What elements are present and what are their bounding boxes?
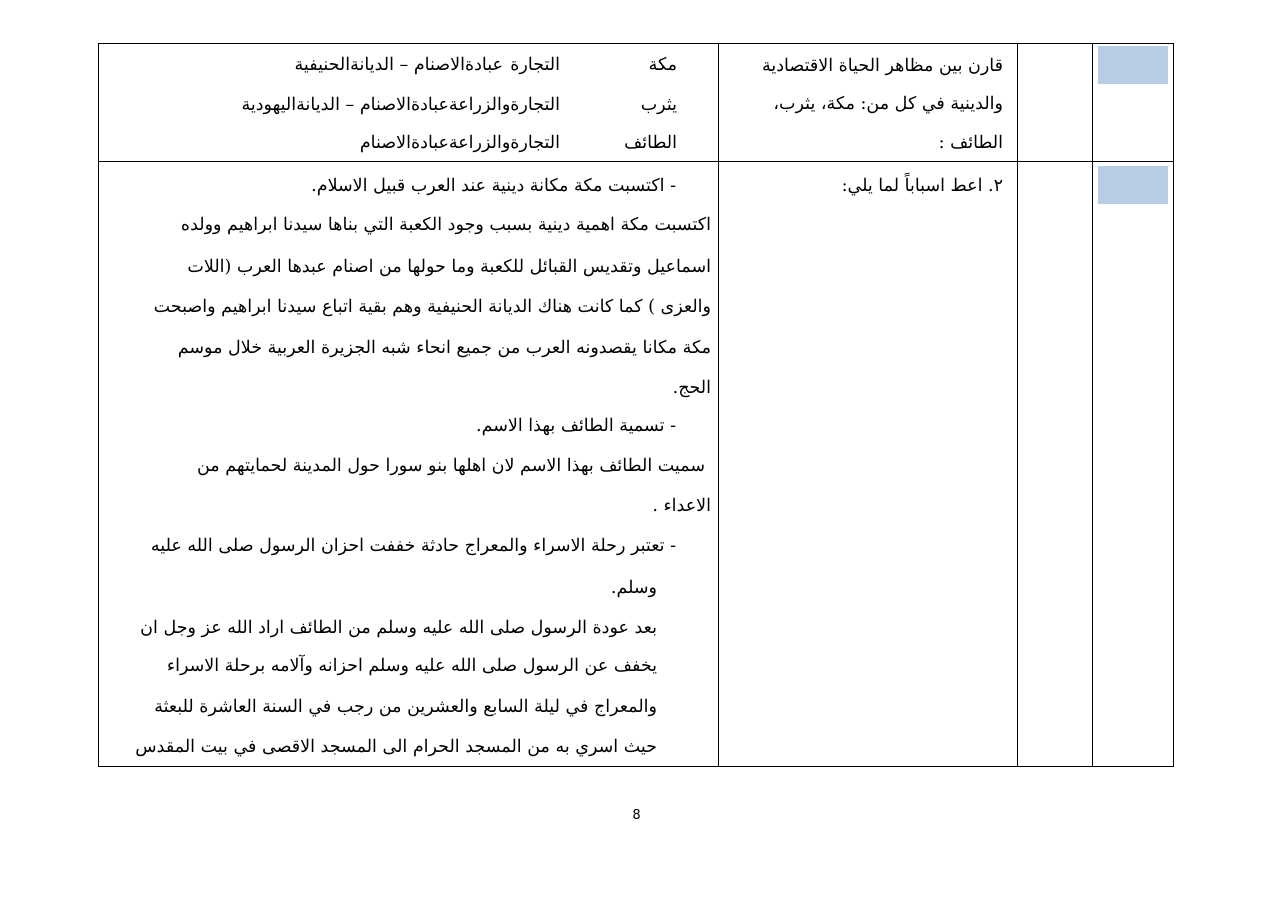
shaded-cell-row-2 [1098, 166, 1168, 204]
answer-line: اسماعيل وتقديس القبائل للكعبة وما حولها من اصنام عبدها العرب (اللات [187, 257, 711, 277]
page-number: 8 [632, 808, 641, 823]
answer-line: يخفف عن الرسول صلى الله عليه وسلم احزانه وآلامه برحلة الاسراء [166, 656, 657, 676]
answer-line: الاعداء . [652, 496, 711, 516]
city-makkah: مكة [648, 55, 677, 75]
answer-line: - تسمية الطائف بهذا الاسم. [476, 416, 676, 436]
religion-yathrib: عبادةالاصنام – الديانةاليهودية [241, 95, 449, 115]
answer-line: سميت الطائف بهذا الاسم لان اهلها بنو سورا حول المدينة لحمايتهم من [196, 456, 705, 476]
answer-line: - تعتبر رحلة الاسراء والمعراج حادثة خففت احزان الرسول صلى الله عليه [150, 536, 676, 556]
answer-line: بعد عودة الرسول صلى الله عليه وسلم من الطائف اراد الله عز وجل ان [140, 618, 657, 638]
economy-taif: التجارةوالزراعة [448, 133, 560, 153]
answer-line: - اكتسبت مكة مكانة دينية عند العرب قبيل الاسلام. [311, 176, 676, 196]
shaded-cell-row-1 [1098, 46, 1168, 84]
answer-line: الحج. [672, 378, 711, 398]
economy-yathrib: التجارةوالزراعة [448, 95, 560, 115]
answer-line: وسلم. [610, 578, 657, 598]
question-1-line-1: قارن بين مظاهر الحياة الاقتصادية [762, 56, 1003, 76]
question-2: ٢. اعط اسباباً لما يلي: [841, 176, 1003, 196]
answer-line: والمعراج في ليلة السابع والعشرين من رجب في السنة العاشرة للبعثة [154, 697, 657, 717]
religion-makkah: عبادةالاصنام – الديانةالحنيفية [294, 55, 503, 75]
row-divider [99, 161, 1173, 162]
economy-makkah: التجارة [510, 55, 560, 75]
question-1-line-2: والدينية في كل من: مكة، يثرب، [773, 94, 1003, 114]
column-divider [1092, 44, 1093, 766]
answer-line: حيث اسري به من المسجد الحرام الى المسجد الاقصى في بيت المقدس [135, 737, 657, 757]
question-1-line-3: الطائف : [938, 133, 1003, 153]
column-divider [1017, 44, 1018, 766]
answer-line: اكتسبت مكة اهمية دينية بسبب وجود الكعبة التي بناها سيدنا ابراهيم وولده [180, 215, 711, 235]
column-divider [718, 44, 719, 766]
answer-line: مكة مكانا يقصدونه العرب من جميع انحاء شبه الجزيرة العربية خلال موسم [177, 338, 711, 358]
religion-taif: عبادةالاصنام [359, 133, 449, 153]
city-yathrib: يثرب [640, 95, 677, 115]
answer-line: والعزى ) كما كانت هناك الديانة الحنيفية وهم بقية اتباع سيدنا ابراهيم واصبحت [153, 297, 711, 317]
city-taif: الطائف [624, 133, 677, 153]
